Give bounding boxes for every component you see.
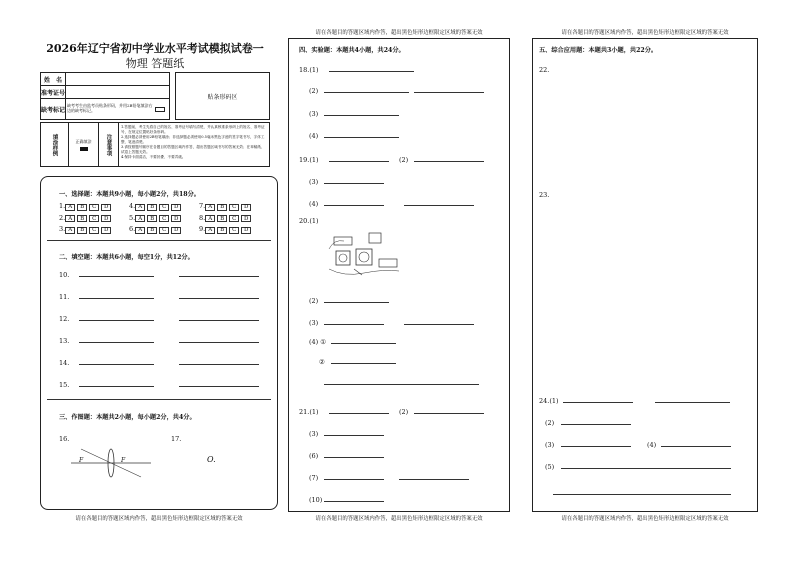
q24-2-label: (2) — [545, 419, 555, 427]
mc-grid — [59, 202, 269, 234]
q21-2-label: (2) — [399, 408, 409, 416]
q21-6-label: (6) — [309, 452, 319, 460]
fill-label: 填涂样例 — [51, 133, 58, 156]
mc-q8: 8. A B C D — [199, 214, 269, 223]
note-item: 4.保持卡面清洁，不要折叠、不要弄破。 — [121, 155, 186, 160]
option-c[interactable]: C — [159, 227, 169, 234]
section-divider — [47, 399, 271, 400]
fill-blank-list — [59, 269, 269, 401]
mc-q6: 6. A B C D — [129, 225, 199, 234]
q18-3-label: (3) — [309, 110, 319, 118]
answer-line[interactable] — [324, 428, 384, 436]
answer-line[interactable] — [324, 130, 399, 138]
section5-title: 五、综合应用题：本题共3小题，共22分。 — [539, 47, 658, 54]
answer-line[interactable] — [79, 357, 154, 365]
warning-footer-middle: 请在各题目的答题区域内作答，超出黑色矩形边框限定区域的答案无效 — [315, 516, 483, 522]
q24-3-label: (3) — [545, 441, 555, 449]
section2-title: 二、填空题：本题共6小题，每空1分，共12分。 — [59, 254, 194, 261]
answer-line[interactable] — [79, 313, 154, 321]
ticket-row[interactable] — [41, 86, 169, 99]
page-subtitle: 物理 答题纸 — [125, 57, 185, 70]
answer-line[interactable] — [414, 154, 484, 162]
answer-line[interactable] — [329, 64, 414, 72]
note-item: 2.选择题必须使用2B铅笔填涂；非选择题必须使用0.5毫米黑色字迹的签字笔书写，字体工整、笔迹清楚。 — [121, 135, 265, 145]
q19-1-label: 19.(1) — [299, 156, 319, 164]
option-b[interactable]: B — [77, 215, 87, 222]
answer-line[interactable] — [79, 335, 154, 343]
circuit-diagram — [324, 229, 404, 284]
option-a[interactable]: A — [65, 204, 75, 211]
guide-box — [40, 122, 270, 167]
option-b[interactable]: B — [217, 215, 227, 222]
option-c[interactable]: C — [89, 204, 99, 211]
option-b[interactable]: B — [147, 215, 157, 222]
option-c[interactable]: C — [159, 215, 169, 222]
q18-2-label: (2) — [309, 87, 319, 95]
q21-10-label: (10) — [309, 496, 323, 504]
answer-line[interactable] — [324, 176, 384, 184]
focus-label-left: F — [79, 457, 84, 464]
fill-sample — [41, 123, 69, 166]
q16-label: 16. — [59, 435, 70, 443]
q23-label: 23. — [539, 191, 550, 199]
option-d[interactable]: D — [171, 204, 181, 211]
answer-line[interactable] — [324, 472, 384, 480]
answer-line[interactable] — [561, 417, 631, 425]
option-a[interactable]: A — [135, 227, 145, 234]
q22-label: 22. — [539, 66, 550, 74]
q24-5-label: (5) — [545, 463, 555, 471]
option-a[interactable]: A — [65, 215, 75, 222]
notes-title — [99, 123, 119, 166]
answer-line[interactable] — [324, 494, 384, 502]
option-a[interactable]: A — [205, 215, 215, 222]
answer-line[interactable] — [179, 291, 259, 299]
answer-line[interactable] — [331, 356, 396, 364]
name-row[interactable] — [41, 73, 169, 86]
left-answer-panel — [40, 176, 278, 510]
q19-3-label: (3) — [309, 178, 319, 186]
answer-line[interactable] — [179, 357, 259, 365]
q20-4b-label: ② — [319, 358, 325, 366]
answer-line[interactable] — [553, 487, 731, 495]
absent-checkbox[interactable] — [155, 107, 165, 112]
mc-q2: 2. A B C D — [59, 214, 129, 223]
answer-line[interactable] — [414, 85, 484, 93]
option-d[interactable]: D — [101, 215, 111, 222]
blank-row: 11. — [59, 291, 269, 313]
note-item: 3.请按照题号顺序在各题目的答题区域内作答，超出答题区域书写的答案无效；在草稿纸、试卷上答题无效。 — [121, 145, 265, 155]
q18-1-label: 18.(1) — [299, 66, 319, 74]
section4-title: 四、实验题：本题共4小题，共24分。 — [299, 47, 405, 54]
blank-row: 13. — [59, 335, 269, 357]
section3-title: 三、作图题：本题共2小题，每小题2分，共4分。 — [59, 414, 196, 421]
barcode-label: 贴条形码区 — [207, 93, 238, 101]
answer-line[interactable] — [179, 313, 259, 321]
q19-2-label: (2) — [399, 156, 409, 164]
ticket-label: 准考证号 — [41, 86, 66, 98]
option-d[interactable]: D — [171, 215, 181, 222]
mc-q5: 5. A B C D — [129, 214, 199, 223]
q20-3-label: (3) — [309, 319, 319, 327]
option-a[interactable]: A — [135, 215, 145, 222]
absent-label: 缺考标记 — [41, 99, 66, 119]
option-c[interactable]: C — [89, 227, 99, 234]
q21-3-label: (3) — [309, 430, 319, 438]
option-c[interactable]: C — [229, 227, 239, 234]
mc-q1: 1. A B C D — [59, 202, 129, 211]
answer-line[interactable] — [324, 198, 384, 206]
blank-row: 10. — [59, 269, 269, 291]
note-item: 1.答题前，考生先将自己的姓名、准考证号填写清楚，并认真核准条形码上的姓名、准考证号，在规定位置贴好条形码。 — [121, 125, 265, 135]
answer-line[interactable] — [79, 291, 154, 299]
option-c[interactable]: C — [89, 215, 99, 222]
option-d[interactable]: D — [171, 227, 181, 234]
page-title: 2026年辽宁省初中学业水平考试模拟试卷一 — [46, 42, 264, 55]
barcode-area — [175, 72, 270, 120]
mc-q9: 9. A B C D — [199, 225, 269, 234]
q21-7-label: (7) — [309, 474, 319, 482]
q20-1-label: 20.(1) — [299, 217, 319, 225]
q19-4-label: (4) — [309, 200, 319, 208]
absent-row — [41, 99, 169, 119]
option-b[interactable]: B — [77, 227, 87, 234]
answer-line[interactable] — [561, 439, 631, 447]
name-label: 姓 名 — [41, 73, 66, 85]
answer-line[interactable] — [324, 377, 479, 385]
notes-label: 注意事项 — [105, 133, 112, 156]
q21-1-label: 21.(1) — [299, 408, 319, 416]
option-c[interactable]: C — [159, 204, 169, 211]
blank-row: 12. — [59, 313, 269, 335]
right-answer-panel — [532, 38, 758, 512]
q20-2-label: (2) — [309, 297, 319, 305]
answer-line[interactable] — [329, 406, 389, 414]
blank-row: 14. — [59, 357, 269, 379]
fill-mark — [80, 147, 88, 151]
option-b[interactable]: B — [217, 204, 227, 211]
answer-line[interactable] — [414, 406, 484, 414]
answer-line[interactable] — [331, 336, 396, 344]
answer-line[interactable] — [79, 269, 154, 277]
answer-line[interactable] — [404, 198, 474, 206]
student-info-box — [40, 72, 170, 120]
answer-line[interactable] — [655, 395, 730, 403]
answer-line[interactable] — [324, 317, 384, 325]
answer-line[interactable] — [324, 85, 409, 93]
section-divider — [47, 240, 271, 241]
option-b[interactable]: B — [77, 204, 87, 211]
notes-list — [119, 123, 269, 166]
middle-answer-panel — [288, 38, 510, 512]
option-b[interactable]: B — [147, 227, 157, 234]
warning-footer-left: 请在各题目的答题区域内作答，超出黑色矩形边框限定区域的答案无效 — [75, 516, 243, 522]
q24-4-label: (4) — [647, 441, 657, 449]
option-a[interactable]: A — [205, 227, 215, 234]
warning-header-right: 请在各题目的答题区域内作答，超出黑色矩形边框限定区域的答案无效 — [561, 30, 729, 36]
answer-line[interactable] — [324, 450, 384, 458]
option-b[interactable]: B — [147, 204, 157, 211]
q17-label: 17. — [171, 435, 182, 443]
option-d[interactable]: D — [241, 227, 251, 234]
q20-4-label: (4) ① — [309, 338, 327, 346]
option-c[interactable]: C — [229, 215, 239, 222]
answer-line[interactable] — [324, 108, 399, 116]
section1-title: 一、选择题：本题共9小题，每小题2分，共18分。 — [59, 191, 200, 198]
option-a[interactable]: A — [65, 227, 75, 234]
q18-4-label: (4) — [309, 132, 319, 140]
option-d[interactable]: D — [241, 204, 251, 211]
warning-header-middle: 请在各题目的答题区域内作答，超出黑色矩形边框限定区域的答案无效 — [315, 30, 483, 36]
answer-line[interactable] — [179, 335, 259, 343]
answer-line[interactable] — [324, 295, 389, 303]
blank-row: 15. — [59, 379, 269, 401]
mc-q7: 7. A B C D — [199, 202, 269, 211]
answer-line[interactable] — [179, 379, 259, 387]
mc-q3: 3. A B C D — [59, 225, 129, 234]
absent-note: 缺考考生由监考员贴条形码，并用2B铅笔填涂右边的缺考标记。 — [67, 103, 153, 113]
answer-line[interactable] — [79, 379, 154, 387]
warning-footer-right: 请在各题目的答题区域内作答，超出黑色矩形边框限定区域的答案无效 — [561, 516, 729, 522]
point-o: O. — [207, 455, 216, 464]
answer-line[interactable] — [329, 154, 389, 162]
option-d[interactable]: D — [241, 215, 251, 222]
option-a[interactable]: A — [205, 204, 215, 211]
answer-line[interactable] — [661, 439, 731, 447]
option-d[interactable]: D — [101, 227, 111, 234]
fill-correct-sample — [69, 123, 99, 166]
answer-line[interactable] — [561, 461, 731, 469]
option-b[interactable]: B — [217, 227, 227, 234]
answer-line[interactable] — [179, 269, 259, 277]
fill-correct-label: 正确填涂 — [75, 138, 92, 144]
answer-line[interactable] — [563, 395, 633, 403]
mc-q4: 4. A B C D — [129, 202, 199, 211]
option-c[interactable]: C — [229, 204, 239, 211]
answer-line[interactable] — [399, 472, 469, 480]
option-a[interactable]: A — [135, 204, 145, 211]
answer-line[interactable] — [404, 317, 474, 325]
focus-label-right: F — [121, 457, 126, 464]
option-d[interactable]: D — [101, 204, 111, 211]
q24-1-label: 24.(1) — [539, 397, 559, 405]
